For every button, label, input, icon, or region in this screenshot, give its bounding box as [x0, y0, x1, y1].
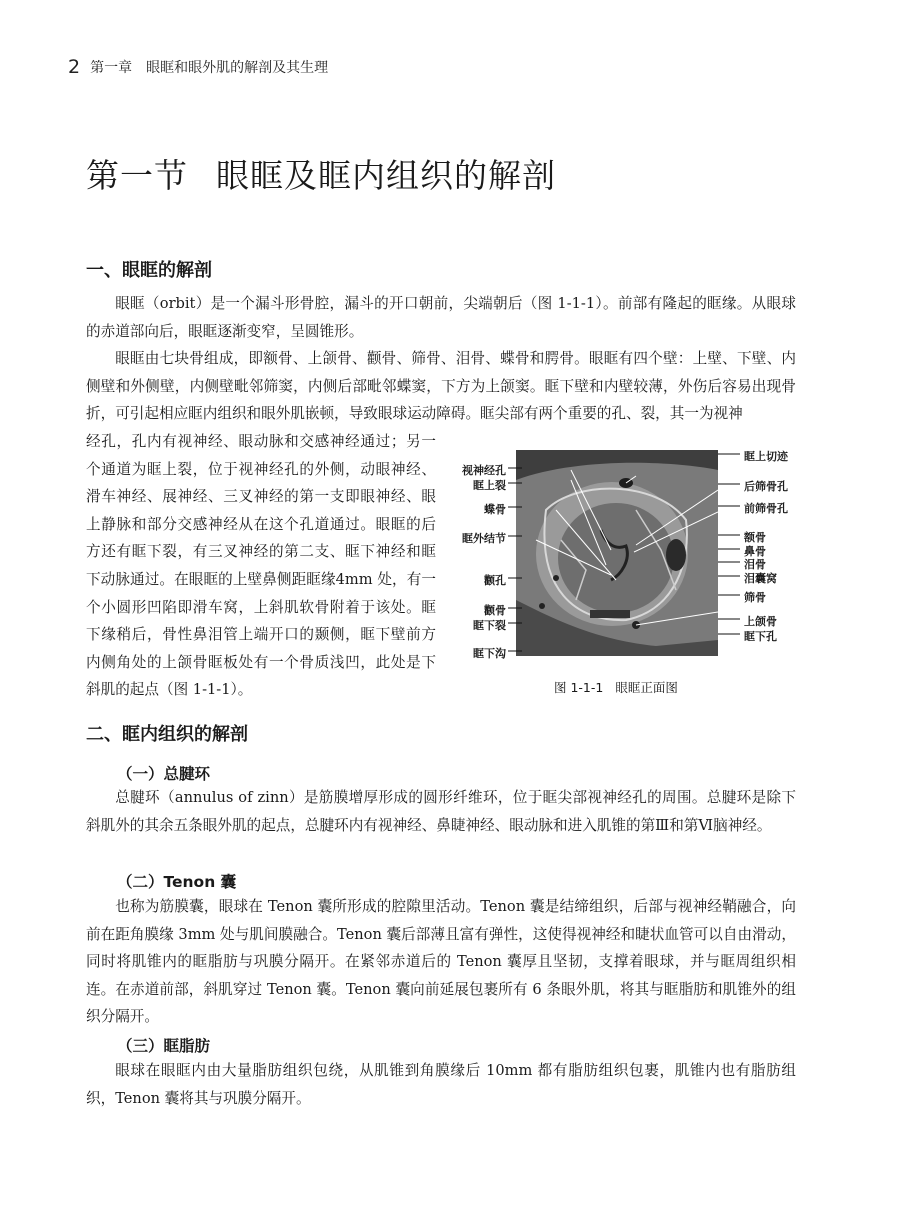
- label-infraorbital-foramen: 眶下孔: [744, 630, 777, 643]
- paragraph-tenon-capsule: 也称为筋膜囊，眼球在 Tenon 囊所形成的腔隙里活动。Tenon 囊是结缔组织，后部与视神经鞘融合，向前在距角膜缘 3mm 处与肌间膜融合。Tenon 囊后部薄且富有弹性，这使得视神经和睫状血管可以自由滑动，同时将肌锥内的眶脂肪与巩膜分隔开。在紧邻赤道后的 Tenon 囊厚且坚韧，支撑着眼球，并与眶周组织相连。在赤道前部，斜肌穿过 Tenon 囊。Tenon 囊向前延展包裹所有 6 条眼外肌，将其与眶脂肪和肌锥外的组织分隔开。: [86, 898, 796, 1026]
- heading-tenon-capsule: （二）Tenon 囊: [117, 873, 237, 891]
- label-anterior-ethmoidal-foramen: 前筛骨孔: [744, 502, 788, 515]
- label-zygomatic-bone: 颧骨: [484, 604, 506, 617]
- heading-orbital-fat: （三）眶脂肪: [117, 1037, 211, 1055]
- section-title-text: 眼眶及眶内组织的解剖: [216, 156, 556, 195]
- label-frontal-bone: 额骨: [744, 531, 766, 544]
- running-header: [68, 56, 328, 78]
- section-number: 第一节: [86, 156, 188, 195]
- heading-orbit-anatomy: 一、眼眶的解剖: [86, 260, 212, 281]
- figure-orbit-front-view: [446, 446, 802, 696]
- heading-annulus-of-zinn: （一）总腱环: [117, 765, 211, 783]
- label-ethmoid-bone: 筛骨: [744, 591, 766, 604]
- label-lacrimal-fossa: 泪囊窝: [744, 572, 777, 585]
- paragraph-orbit-bones: 眼眶由七块骨组成，即额骨、上颌骨、颧骨、筛骨、泪骨、蝶骨和腭骨。眼眶有四个壁：上壁、下壁、内侧壁和外侧壁，内侧壁毗邻筛窦，内侧后部毗邻蝶窦，下方为上颌窦。眶下壁和内壁较薄，外伤后容易出现骨折，可引起相应眶内组织和眼外肌嵌顿，导致眼球运动障碍。眶尖部有两个重要的孔、裂，其一为视神: [86, 350, 796, 423]
- label-inferior-orbital-fissure: 眶下裂: [473, 619, 506, 632]
- paragraph-annulus-of-zinn: 总腱环（annulus of zinn）是筋膜增厚形成的圆形纤维环，位于眶尖部视神经孔的周围。总腱环是除下斜肌外的其余五条眼外肌的起点，总腱环内有视神经、鼻睫神经、眼动脉和进入肌锥的第Ⅲ和第Ⅵ脑神经。: [86, 789, 796, 834]
- paragraph-orbital-fat: 眼球在眼眶内由大量脂肪组织包绕，从肌锥到角膜缘后 10mm 都有脂肪组织包裹，肌锥内也有脂肪组织，Tenon 囊将其与巩膜分隔开。: [86, 1062, 796, 1107]
- label-supraorbital-notch: 眶上切迹: [744, 450, 788, 463]
- figure-caption: [554, 678, 678, 696]
- label-maxilla: 上颌骨: [744, 615, 777, 628]
- paragraph-orbit-intro: 眼眶（orbit）是一个漏斗形骨腔，漏斗的开口朝前，尖端朝后（图 1-1-1）。前部有隆起的眶缘。从眼球的赤道部向后，眼眶逐渐变窄，呈圆锥形。: [86, 295, 796, 340]
- label-posterior-ethmoidal-foramen: 后筛骨孔: [744, 480, 788, 493]
- label-superior-orbital-fissure: 眶上裂: [473, 479, 506, 492]
- label-nasal-bone: 鼻骨: [744, 545, 766, 558]
- label-lateral-tubercle: 眶外结节: [462, 532, 506, 545]
- label-infraorbital-groove: 眶下沟: [473, 647, 506, 660]
- figure-title: 眼眶正面图: [615, 680, 678, 695]
- section-title: [86, 150, 556, 197]
- chapter-title: 第一章 眼眶和眼外肌的解剖及其生理: [90, 60, 329, 76]
- page-number: 2: [68, 56, 81, 78]
- figure-number: 图 1-1-1: [554, 680, 604, 695]
- label-optic-foramen: 视神经孔: [462, 464, 506, 477]
- label-zygomatic-foramen: 颧孔: [484, 574, 506, 587]
- label-sphenoid: 蝶骨: [484, 503, 506, 516]
- label-lacrimal-bone: 泪骨: [744, 558, 766, 571]
- heading-orbital-contents: 二、眶内组织的解剖: [86, 724, 248, 745]
- paragraph-orbit-foramina: 经孔，孔内有视神经、眼动脉和交感神经通过；另一个通道为眶上裂，位于视神经孔的外侧，动眼神经、滑车神经、展神经、三叉神经的第一支即眼神经、眼上静脉和部分交感神经从在这个孔道通过。眼眶的后方还有眶下裂，有三叉神经的第二支、眶下神经和眶下动脉通过。在眼眶的上壁鼻侧距眶缘4mm 处，有一个小圆形凹陷即滑车窝，上斜肌软骨附着于该处。眶下缘稍后，骨性鼻泪管上端开口的颞侧，眶下壁前方内侧角处的上颌骨眶板处有一个骨质浅凹，此处是下斜肌的起点（图 1-1-1）。: [86, 433, 436, 699]
